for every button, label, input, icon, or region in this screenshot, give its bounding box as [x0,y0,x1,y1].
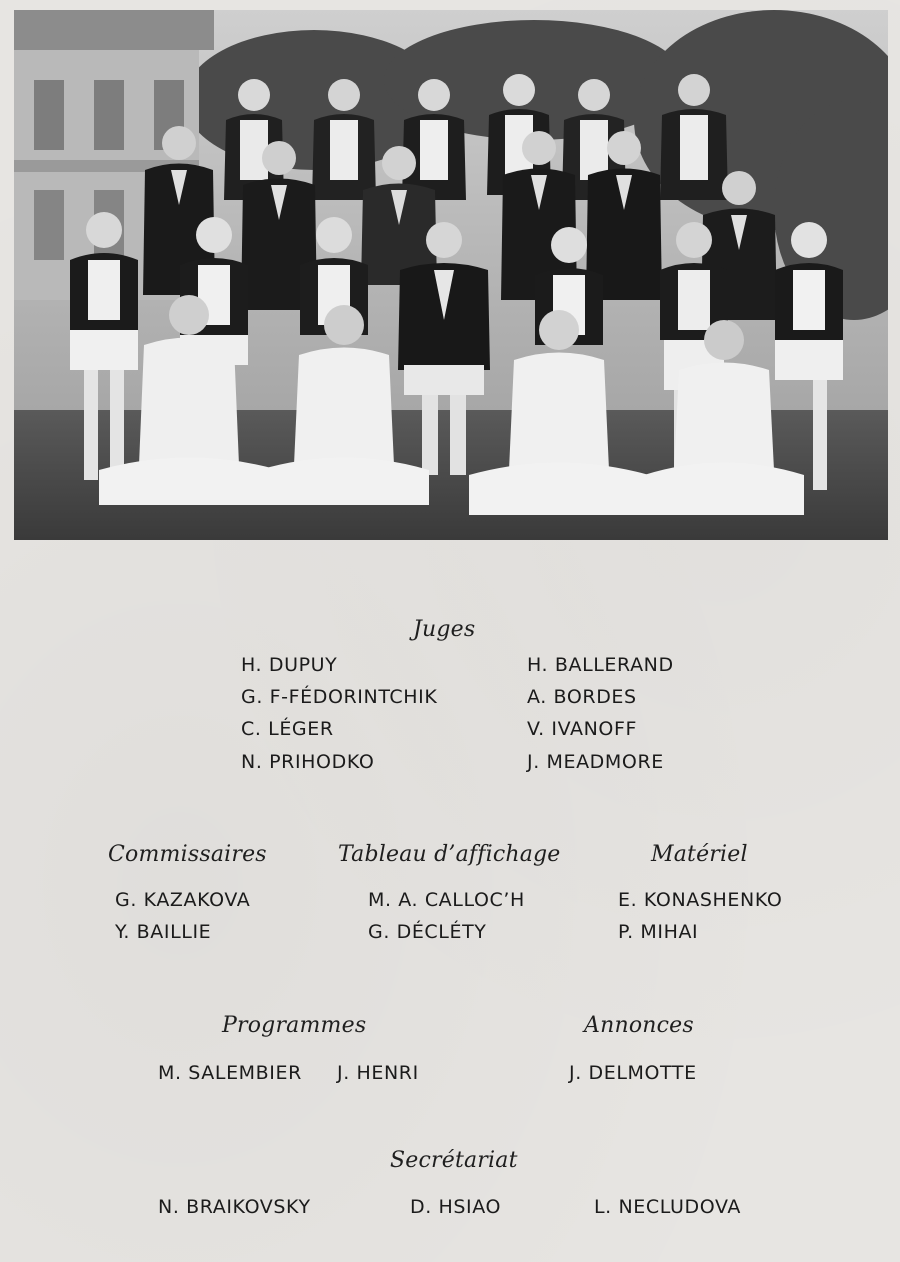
programmes-name-1: M. SALEMBIER [158,1062,302,1084]
secretariat-name-3: L. NECLUDOVA [594,1196,741,1218]
heading-tableau-affichage: Tableau d’affichage [338,842,561,867]
juge-left-2: G. F-FÉDORINTCHIK [241,686,438,708]
heading-secretariat: Secrétariat [390,1148,518,1173]
heading-juges: Juges [413,617,476,642]
juge-right-4: J. MEADMORE [527,751,664,773]
materiel-name-1: E. KONASHENKO [618,889,783,911]
commissaire-2: Y. BAILLIE [115,921,212,943]
heading-commissaires: Commissaires [108,842,267,867]
group-photo [14,10,888,540]
juge-left-3: C. LÉGER [241,718,334,740]
heading-materiel: Matériel [651,842,748,867]
commissaire-1: G. KAZAKOVA [115,889,251,911]
heading-annonces: Annonces [584,1013,694,1038]
juge-left-4: N. PRIHODKO [241,751,375,773]
materiel-name-2: P. MIHAI [618,921,699,943]
secretariat-name-1: N. BRAIKOVSKY [158,1196,311,1218]
programmes-name-2: J. HENRI [337,1062,419,1084]
tableau-name-2: G. DÉCLÉTY [368,921,487,943]
secretariat-name-2: D. HSIAO [410,1196,502,1218]
juge-right-2: A. BORDES [527,686,637,708]
juge-right-1: H. BALLERAND [527,654,674,676]
juge-right-3: V. IVANOFF [527,718,638,740]
juge-left-1: H. DUPUY [241,654,338,676]
heading-programmes: Programmes [222,1013,367,1038]
annonces-name-1: J. DELMOTTE [569,1062,697,1084]
tableau-name-1: M. A. CALLOC’H [368,889,525,911]
